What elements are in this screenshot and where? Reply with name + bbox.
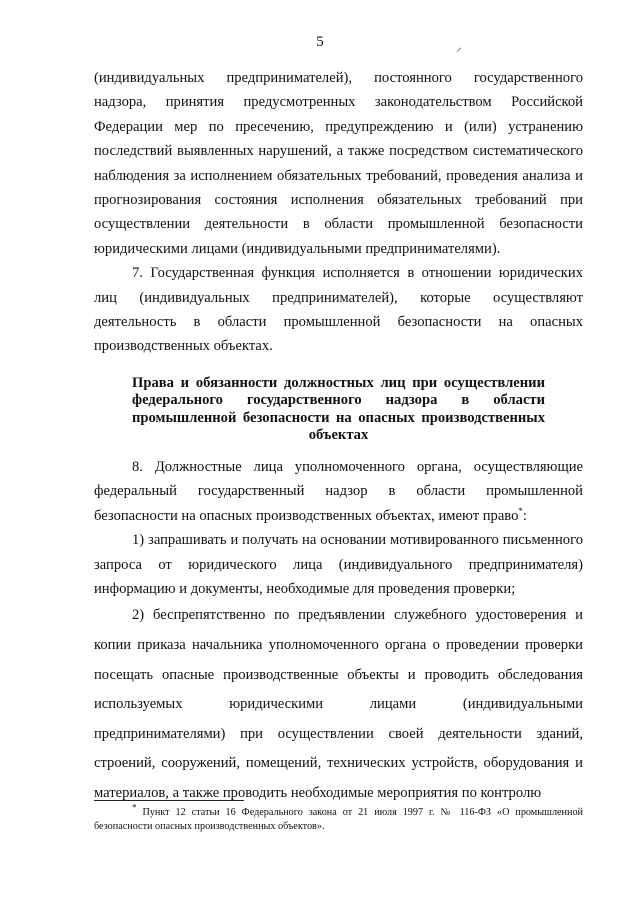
paragraph-8-text: 8. Должностные лица уполномоченного органа, осуществляющие федеральный государственный надзор в области промышленной безопасности на опасных производственных объектах, имеют право [94, 458, 583, 524]
footnote-mark: * [132, 802, 137, 813]
section-heading: Права и обязанности должностных лиц при осуществлении федерального государственного надзора в области промышленной безопасности на опасных производственных объектах [132, 374, 545, 444]
footnote-divider [94, 800, 244, 801]
pen-mark: ⸝ [456, 40, 463, 54]
paragraph-8 [94, 455, 583, 528]
paragraph-continuation: (индивидуальных предпринимателей), постоянного государственного надзора, принятия предусмотренных законодательством Российской Федерации мер по пресечению, предупреждению и (или) устранению последствий выявленных нарушений, а также посредством систематического наблюдения за исполнением обязательных требований, проведения анализа и прогнозирования состояния исполнения обязательных требований при осуществлении деятельности в области промышленной безопасности юридическими лицами (индивидуальными предпринимателями). [94, 70, 583, 257]
paragraph-7: 7. Государственная функция исполняется в отношении юридических лиц (индивидуальных предпринимателей), которые осуществляют деятельность в области промышленной безопасности на опасных производственных объектах. [94, 265, 583, 355]
footnote [94, 802, 584, 833]
list-item-1: 1) запрашивать и получать на основании мотивированного письменного запроса от юридического лица (индивидуального предпринимателя) информацию и документы, необходимые для проведения проверки; [94, 532, 583, 597]
footnote-text: Пункт 12 статьи 16 Федерального закона от 21 июля 1997 г. № 116-ФЗ «О промышленной безопасности опасных производственных объектов». [94, 807, 584, 832]
page-number: 5 [316, 34, 324, 50]
paragraph-8-tail: : [522, 507, 527, 524]
list-item-2: 2) беспрепятственно по предъявлении служебного удостоверения и копии приказа начальника уполномоченного органа о проведении проверки посещать опасные производственные объекты и проводить обследования используемых юридическими лицами (индивидуальными предпринимателями) при осуществлении своей деятельности зданий, строений, сооружений, помещений, технических устройств, оборудования и материалов, а также проводить необходимые мероприятия по контролю [94, 607, 583, 801]
footnote-reference[interactable]: * [518, 505, 523, 516]
body-text-top [94, 66, 583, 808]
